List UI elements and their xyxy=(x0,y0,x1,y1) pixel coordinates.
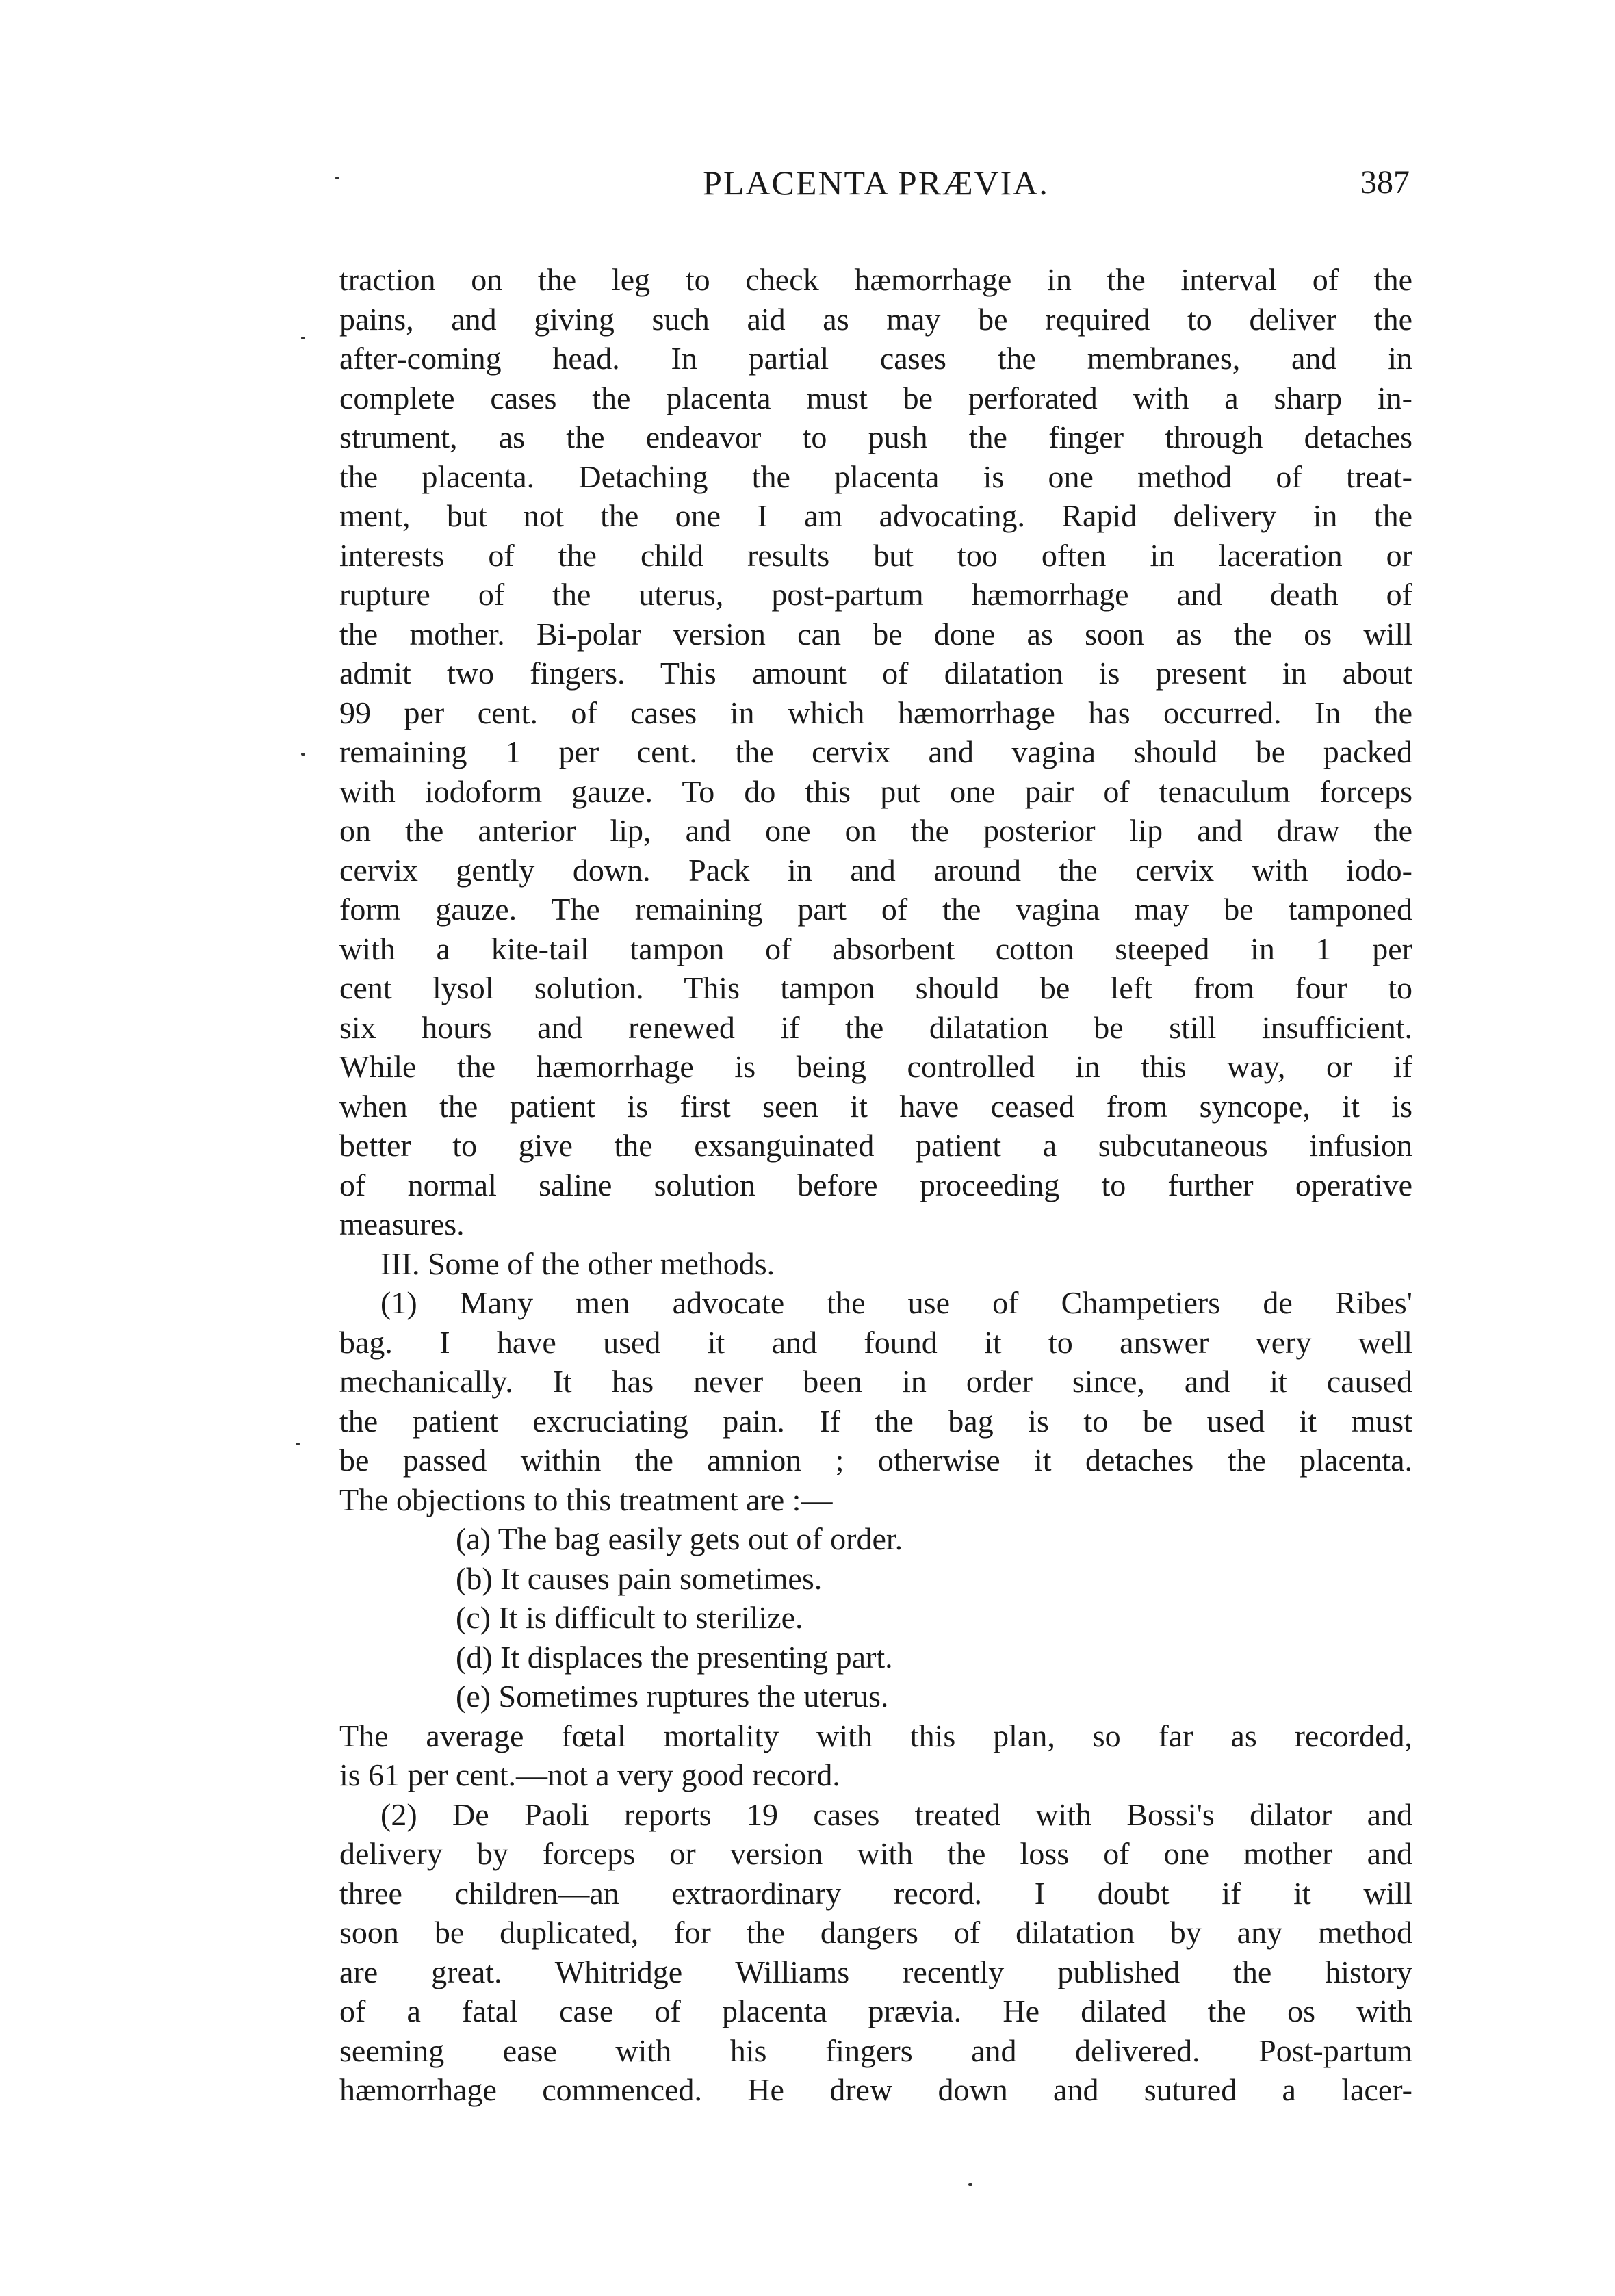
text-line: with iodoform gauze. To do this put one pair of tenaculum forceps xyxy=(339,773,1412,809)
page-number: 387 xyxy=(1360,164,1410,201)
text-line: after-coming head. In partial cases the membranes, and in xyxy=(339,341,1412,376)
text-line: of a fatal case of placenta prævia. He dilated the os with xyxy=(339,1994,1412,2028)
text-line: form gauze. The remaining part of the vagina may be tamponed xyxy=(339,892,1412,927)
list-item: (e) Sometimes ruptures the uterus. xyxy=(456,1679,889,1714)
text-line: The average fœtal mortality with this plan, so far as recorded, xyxy=(339,1718,1412,1753)
text-line: cent lysol solution. This tampon should be left from four to xyxy=(339,970,1412,1005)
running-head xyxy=(342,159,1410,207)
body-text xyxy=(339,260,1412,2110)
text-line: rupture of the uterus, post-partum hæmorrhage and death of xyxy=(339,577,1412,612)
text-line: six hours and renewed if the dilatation be still insufficient. xyxy=(339,1009,1412,1045)
text-line: The objections to this treatment are :— xyxy=(339,1482,833,1517)
text-line: with a kite-tail tampon of absorbent cotton steeped in 1 per xyxy=(339,931,1412,966)
list-item: (d) It displaces the presenting part. xyxy=(456,1639,893,1675)
text-line: are great. Whitridge Williams recently published the history xyxy=(339,1954,1412,1989)
text-line: measures. xyxy=(339,1207,465,1241)
paragraph-treatment xyxy=(339,260,1412,1244)
text-line: While the hæmorrhage is being controlled in this way, or if xyxy=(339,1049,1412,1084)
text-line: hæmorrhage commenced. He drew down and sutured a lacer- xyxy=(339,2072,1412,2107)
text-line: cervix gently down. Pack in and around the cervix with iodo- xyxy=(339,852,1412,888)
text-line: on the anterior lip, and one on the posterior lip and draw the xyxy=(339,813,1412,848)
objections-list xyxy=(339,1519,1412,1716)
paragraph-mortality xyxy=(339,1716,1412,1795)
text-line: strument, as the endeavor to push the finger through detaches xyxy=(339,420,1412,454)
paragraph-bossi-dilator xyxy=(339,1795,1412,2110)
paragraph-champetiers-bag xyxy=(339,1283,1412,1519)
text-line: mechanically. It has never been in order since, and it caused xyxy=(339,1364,1412,1399)
text-line: pains, and giving such aid as may be required to deliver the xyxy=(339,301,1412,337)
text-line: bag. I have used it and found it to answer very well xyxy=(339,1324,1412,1360)
text-line: be passed within the amnion ; otherwise it detaches the placenta. xyxy=(339,1443,1412,1478)
text-line: soon be duplicated, for the dangers of dilatation by any method xyxy=(339,1915,1412,1950)
text-line: ment, but not the one I am advocating. Rapid delivery in the xyxy=(339,498,1412,533)
section-heading-other-methods xyxy=(339,1244,1412,1284)
section-heading: III. Some of the other methods. xyxy=(380,1246,775,1281)
list-item: (a) The bag easily gets out of order. xyxy=(456,1521,903,1556)
text-line: better to give the exsanguinated patient a subcutaneous infusion xyxy=(339,1128,1412,1163)
print-speck xyxy=(335,177,339,179)
text-line: remaining 1 per cent. the cervix and vagina should be packed xyxy=(339,734,1412,769)
text-line: traction on the leg to check hæmorrhage in the interval of the xyxy=(339,262,1412,297)
text-line: when the patient is first seen it have ceased from syncope, it is xyxy=(339,1088,1412,1124)
text-line: complete cases the placenta must be perforated with a sharp in- xyxy=(339,380,1412,415)
list-item: (b) It causes pain sometimes. xyxy=(456,1560,823,1596)
text-line: the placenta. Detaching the placenta is one method of treat- xyxy=(339,459,1412,494)
text-line: delivery by forceps or version with the loss of one mother and xyxy=(339,1836,1412,1871)
text-line: is 61 per cent.—not a very good record. xyxy=(339,1757,840,1792)
text-line: of normal saline solution before proceeding to further operative xyxy=(339,1167,1412,1202)
text-line: admit two fingers. This amount of dilatation is present in about xyxy=(339,656,1412,691)
text-line: the patient excruciating pain. If the bag is to be used it must xyxy=(339,1403,1412,1439)
text-line: interests of the child results but too often in laceration or xyxy=(339,537,1412,573)
print-speck xyxy=(301,753,305,756)
text-line: three children—an extraordinary record. I doubt if it will xyxy=(339,1875,1412,1911)
running-title: PLACENTA PRÆVIA. xyxy=(703,164,1049,202)
text-line: (2) De Paoli reports 19 cases treated with Bossi's dilator and xyxy=(380,1796,1412,1832)
text-line: the mother. Bi-polar version can be done as soon as the os will xyxy=(339,616,1412,652)
text-line: (1) Many men advocate the use of Champetiers de Ribes' xyxy=(380,1285,1412,1320)
print-speck xyxy=(968,2183,972,2186)
print-speck xyxy=(296,1443,300,1445)
text-line: 99 per cent. of cases in which hæmorrhage has occurred. In the xyxy=(339,695,1412,730)
text-line: seeming ease with his fingers and delivered. Post-partum xyxy=(339,2033,1412,2068)
list-item: (c) It is difficult to sterilize. xyxy=(456,1600,803,1635)
print-speck xyxy=(301,337,305,339)
